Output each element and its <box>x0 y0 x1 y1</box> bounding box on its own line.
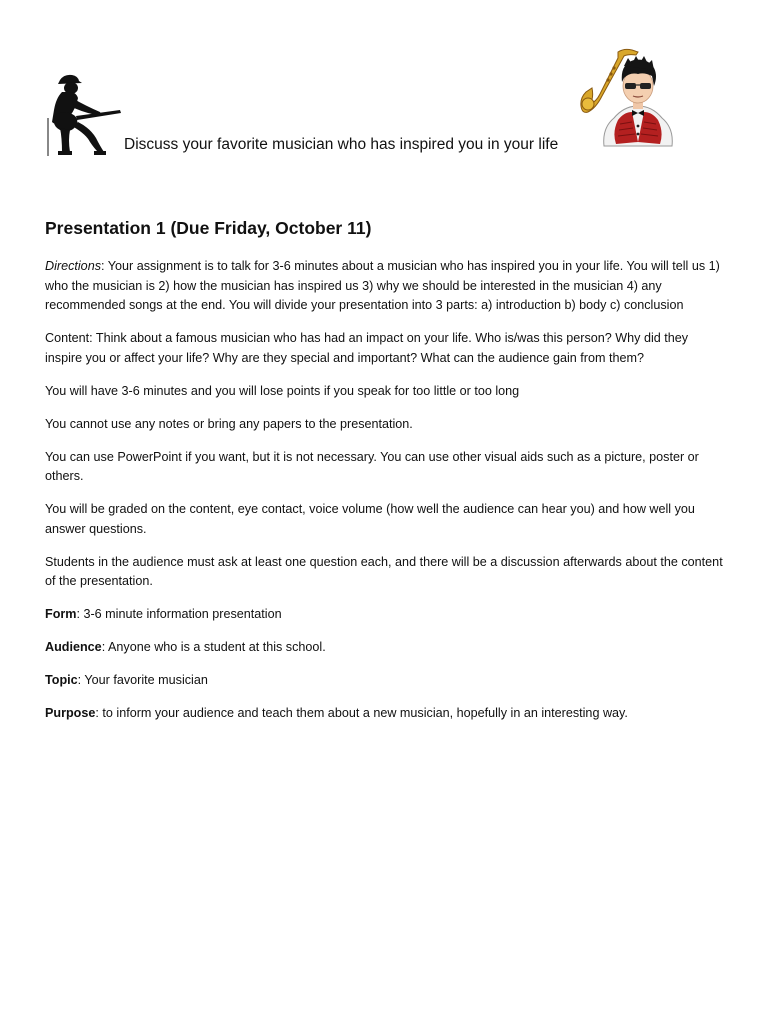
purpose-field <box>45 704 725 724</box>
purpose-label: Purpose <box>45 706 96 720</box>
topic-label: Topic <box>45 673 78 687</box>
form-field <box>45 605 725 625</box>
audience-label: Audience <box>45 640 102 654</box>
saxophone-player-image <box>578 46 680 150</box>
form-label: Form <box>45 607 77 621</box>
visual-aids-paragraph: You can use PowerPoint if you want, but it is not necessary. You can use other visual aids such as a picture, poster or others. <box>45 449 699 483</box>
time-rule-paragraph: You will have 3-6 minutes and you will lose points if you speak for too little or too long <box>45 383 520 398</box>
content-paragraph: Content: Think about a famous musician who has had an impact on your life. Who is/was this person? Why did they inspire you or affect your life? Why are they special and important? What can the audience gain from them? <box>45 331 689 365</box>
directions-text: : Your assignment is to talk for 3-6 minutes about a musician who has inspired you in your life. You will tell us 1) who the musician is 2) how the musician has inspired us 3) why we should be interested in the musician 4) any recommended songs at the end. You will divide your presentation into 3 parts: a) introduction b) body c) conclusion <box>45 259 720 312</box>
topic-field <box>45 671 725 691</box>
notes-rule-paragraph: You cannot use any notes or bring any papers to the presentation. <box>45 416 413 431</box>
form-value: : 3-6 minute information presentation <box>76 607 282 621</box>
directions-paragraph <box>45 257 725 316</box>
page-title: Presentation 1 (Due Friday, October 11) <box>45 218 372 238</box>
audience-value: : Anyone who is a student at this school. <box>101 640 326 654</box>
questions-paragraph: Students in the audience must ask at least one question each, and there will be a discussion afterwards about the content of the presentation. <box>45 554 723 588</box>
purpose-value: : to inform your audience and teach them about a new musician, hopefully in an interesting way. <box>95 706 628 720</box>
grading-paragraph: You will be graded on the content, eye contact, voice volume (how well the audience can hear you) and how well you answer questions. <box>45 502 695 536</box>
guitarist-silhouette-image <box>46 72 124 156</box>
banner-text: Discuss your favorite musician who has inspired you in your life <box>124 136 559 153</box>
topic-value: : Your favorite musician <box>77 673 208 687</box>
audience-field <box>45 638 725 658</box>
directions-label: Directions <box>45 259 101 273</box>
assignment-body <box>45 257 725 737</box>
